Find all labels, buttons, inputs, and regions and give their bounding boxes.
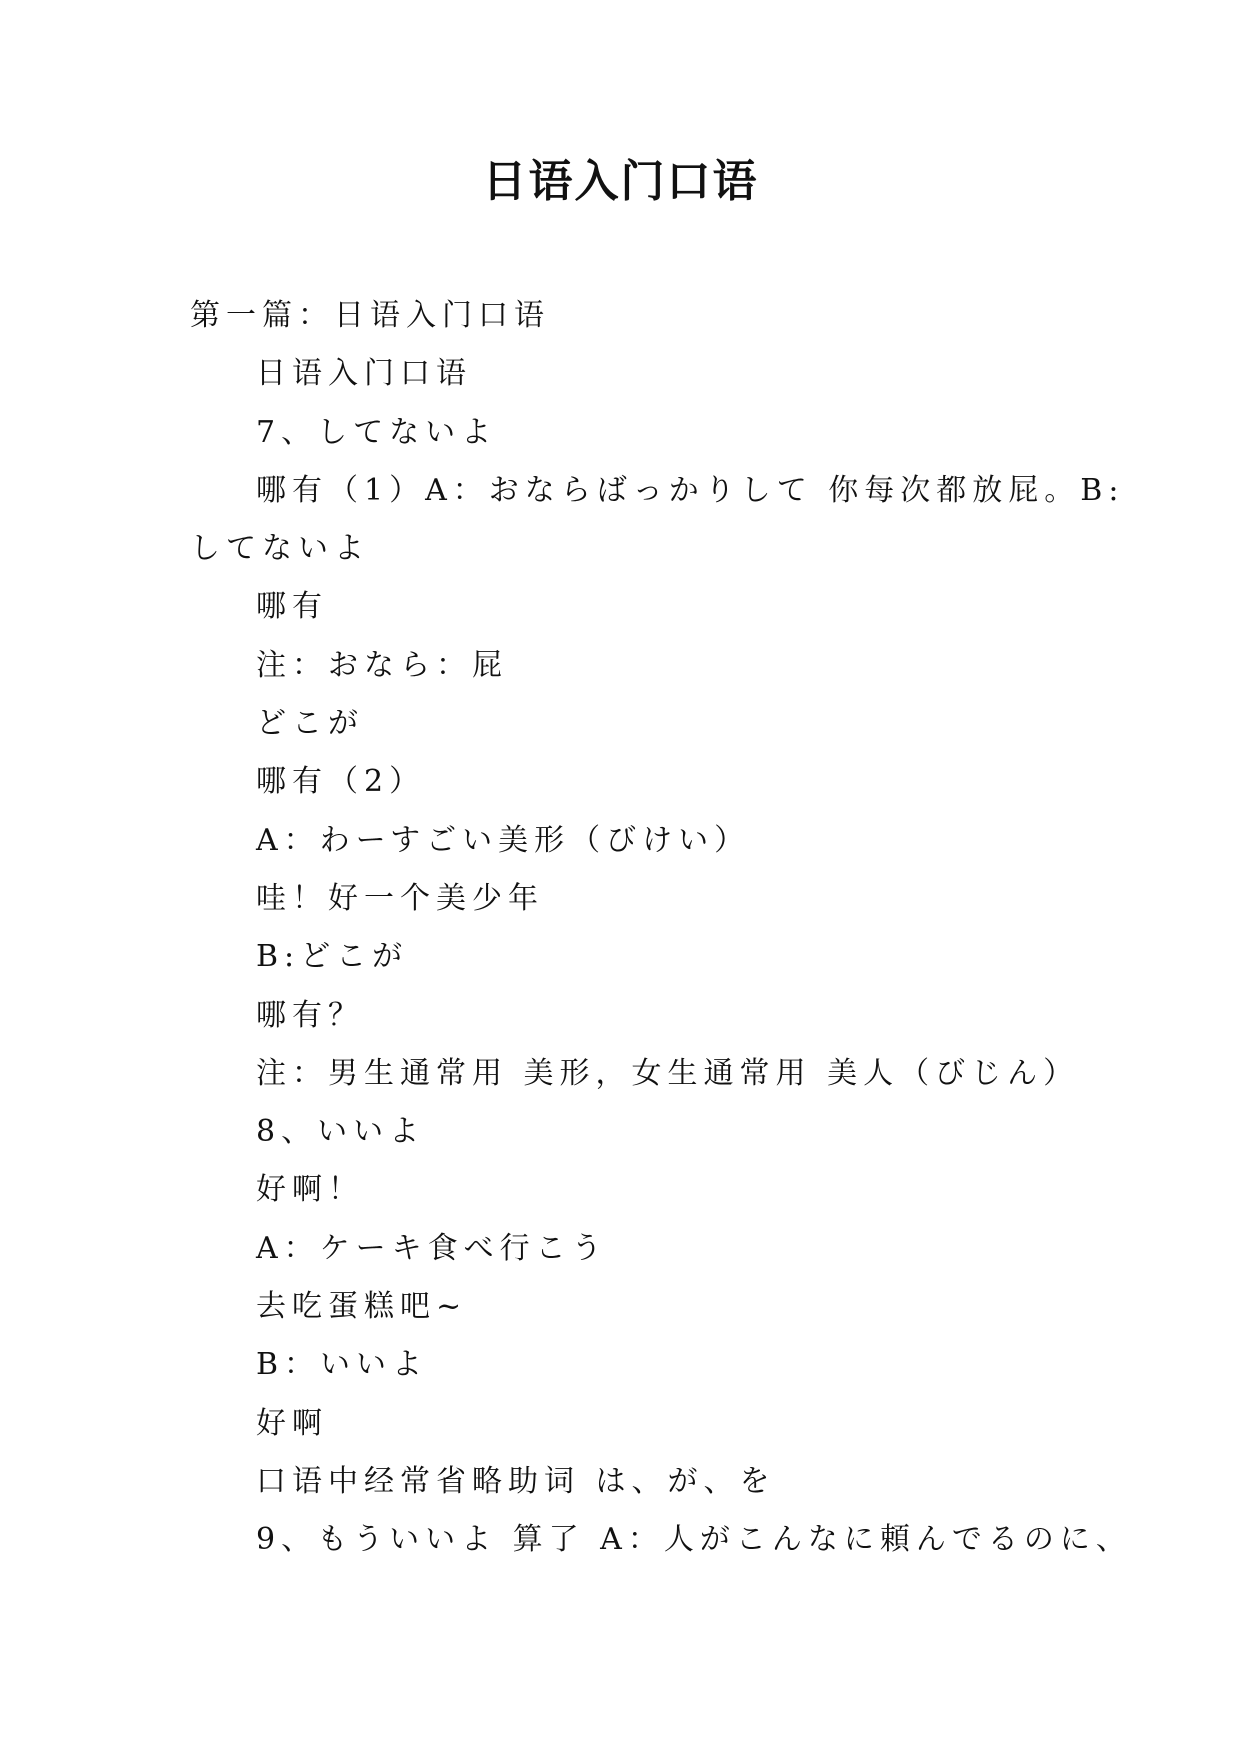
text-line: 哇！好一个美少年 xyxy=(256,880,544,916)
text-line: 哪有？ xyxy=(256,997,364,1033)
text-line: B:どこが xyxy=(256,939,409,975)
text-line: A：わーすごい美形（びけい） xyxy=(256,822,751,858)
document-body xyxy=(190,287,1132,1570)
text-line: 注：おなら：屁 xyxy=(256,647,508,683)
text-line: 口语中经常省略助词 は、が、を xyxy=(256,1463,776,1499)
text-line: 好啊！ xyxy=(256,1172,364,1208)
text-line: A：ケーキ食べ行こう xyxy=(256,1230,608,1266)
text-line: 注：男生通常用 美形，女生通常用 美人（びじん） xyxy=(256,1055,1080,1091)
text-line: 9、もういいよ 算了 A：人がこんなに頼んでるのに、 xyxy=(256,1522,1132,1558)
text-line: 7、してないよ xyxy=(256,414,498,450)
text-line: 8、いいよ xyxy=(256,1114,426,1150)
text-line: 好啊 xyxy=(256,1405,328,1441)
text-line: B：いいよ xyxy=(256,1347,429,1383)
text-line: 哪有（2） xyxy=(256,764,426,800)
text-line: 去吃蛋糕吧~ xyxy=(256,1289,468,1325)
text-line: 第一篇：日语入门口语 xyxy=(190,298,550,333)
text-line: 哪有 xyxy=(256,589,328,625)
text-line: してないよ xyxy=(190,531,370,567)
document-title: 日语入门口语 xyxy=(482,156,759,207)
text-line: 哪有（1）A：おならばっかりして 你每次都放屁。B: xyxy=(256,472,1125,508)
text-line: どこが xyxy=(256,706,364,742)
text-line: 日语入门口语 xyxy=(256,356,472,392)
